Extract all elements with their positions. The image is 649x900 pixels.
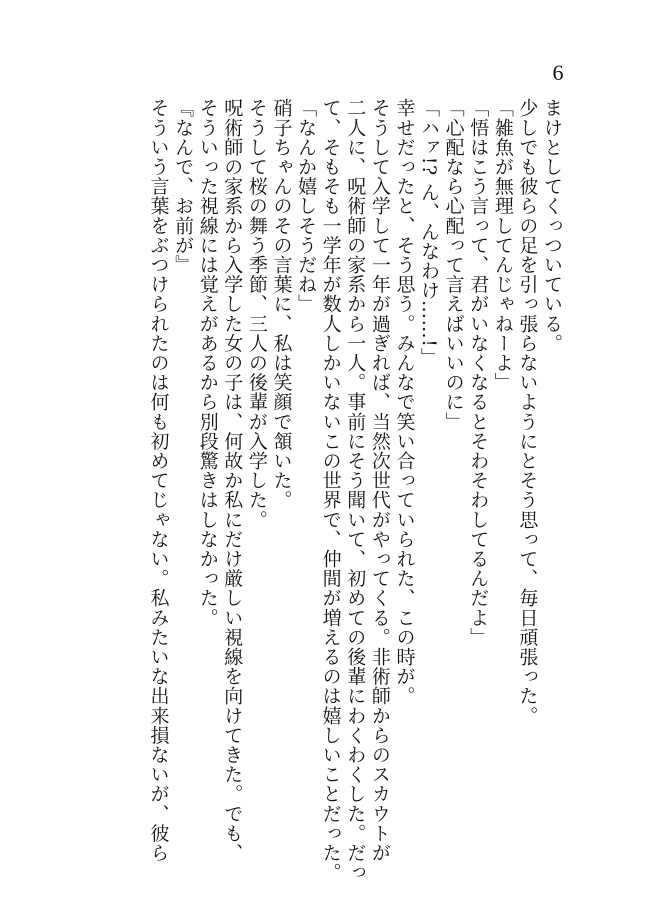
text-line: そうして入学して一年が過ぎれば、当然次世代がやってくる。非術師からのスカウトが (368, 98, 391, 863)
text-line: 少しでも彼らの足を引っ張らないようにとそう思って、毎日頑張った。 (516, 98, 539, 726)
page-number: 6 (552, 60, 564, 85)
text-line: まけとしてくっついている。 (541, 98, 563, 353)
text-line: そういう言葉をぶつけられたのは何も初めてじゃない。私みたいな出来損ないが、彼ら (147, 98, 170, 863)
text-line: 「雑魚が無理してんじゃねーよ」 (491, 98, 514, 392)
text-line: 「悟はこう言って、君がいなくなるとそわそわしてるんだよ」 (467, 98, 490, 647)
text-line: て、そもそも一学年が数人しかいないこの世界で、仲間が増えるのは嬉しいことだった。 (319, 98, 342, 882)
text-line: そういった視線には覚えがあるから別段驚きはしなかった。 (196, 98, 219, 628)
text-line: そうして桜の舞う季節、三人の後輩が入学した。 (245, 98, 268, 530)
body-text (146, 98, 564, 882)
text-line: 二人に、呪術師の家系から一人。事前にそう聞いて、初めての後輩にわくわくした。だっ (344, 98, 367, 882)
text-line: 『なんで、お前が』 (172, 98, 195, 275)
text-line: 幸せだったと、そう思う。みんなで笑い合っていられた、この時が。 (393, 98, 416, 706)
text-line: 「心配なら心配って言えばいいのに」 (442, 98, 465, 432)
text-line: 「ハァ!? ん、んなわけ……!」 (418, 98, 441, 368)
text-line: 「なんか嬉しそうだね」 (295, 98, 318, 314)
text-line: 硝子ちゃんのその言葉に、私は笑顔で頷いた。 (270, 98, 293, 510)
text-line: 呪術師の家系から入学した女の子は、何故か私にだけ厳しい視線を向けてきた。でも、 (221, 98, 244, 863)
